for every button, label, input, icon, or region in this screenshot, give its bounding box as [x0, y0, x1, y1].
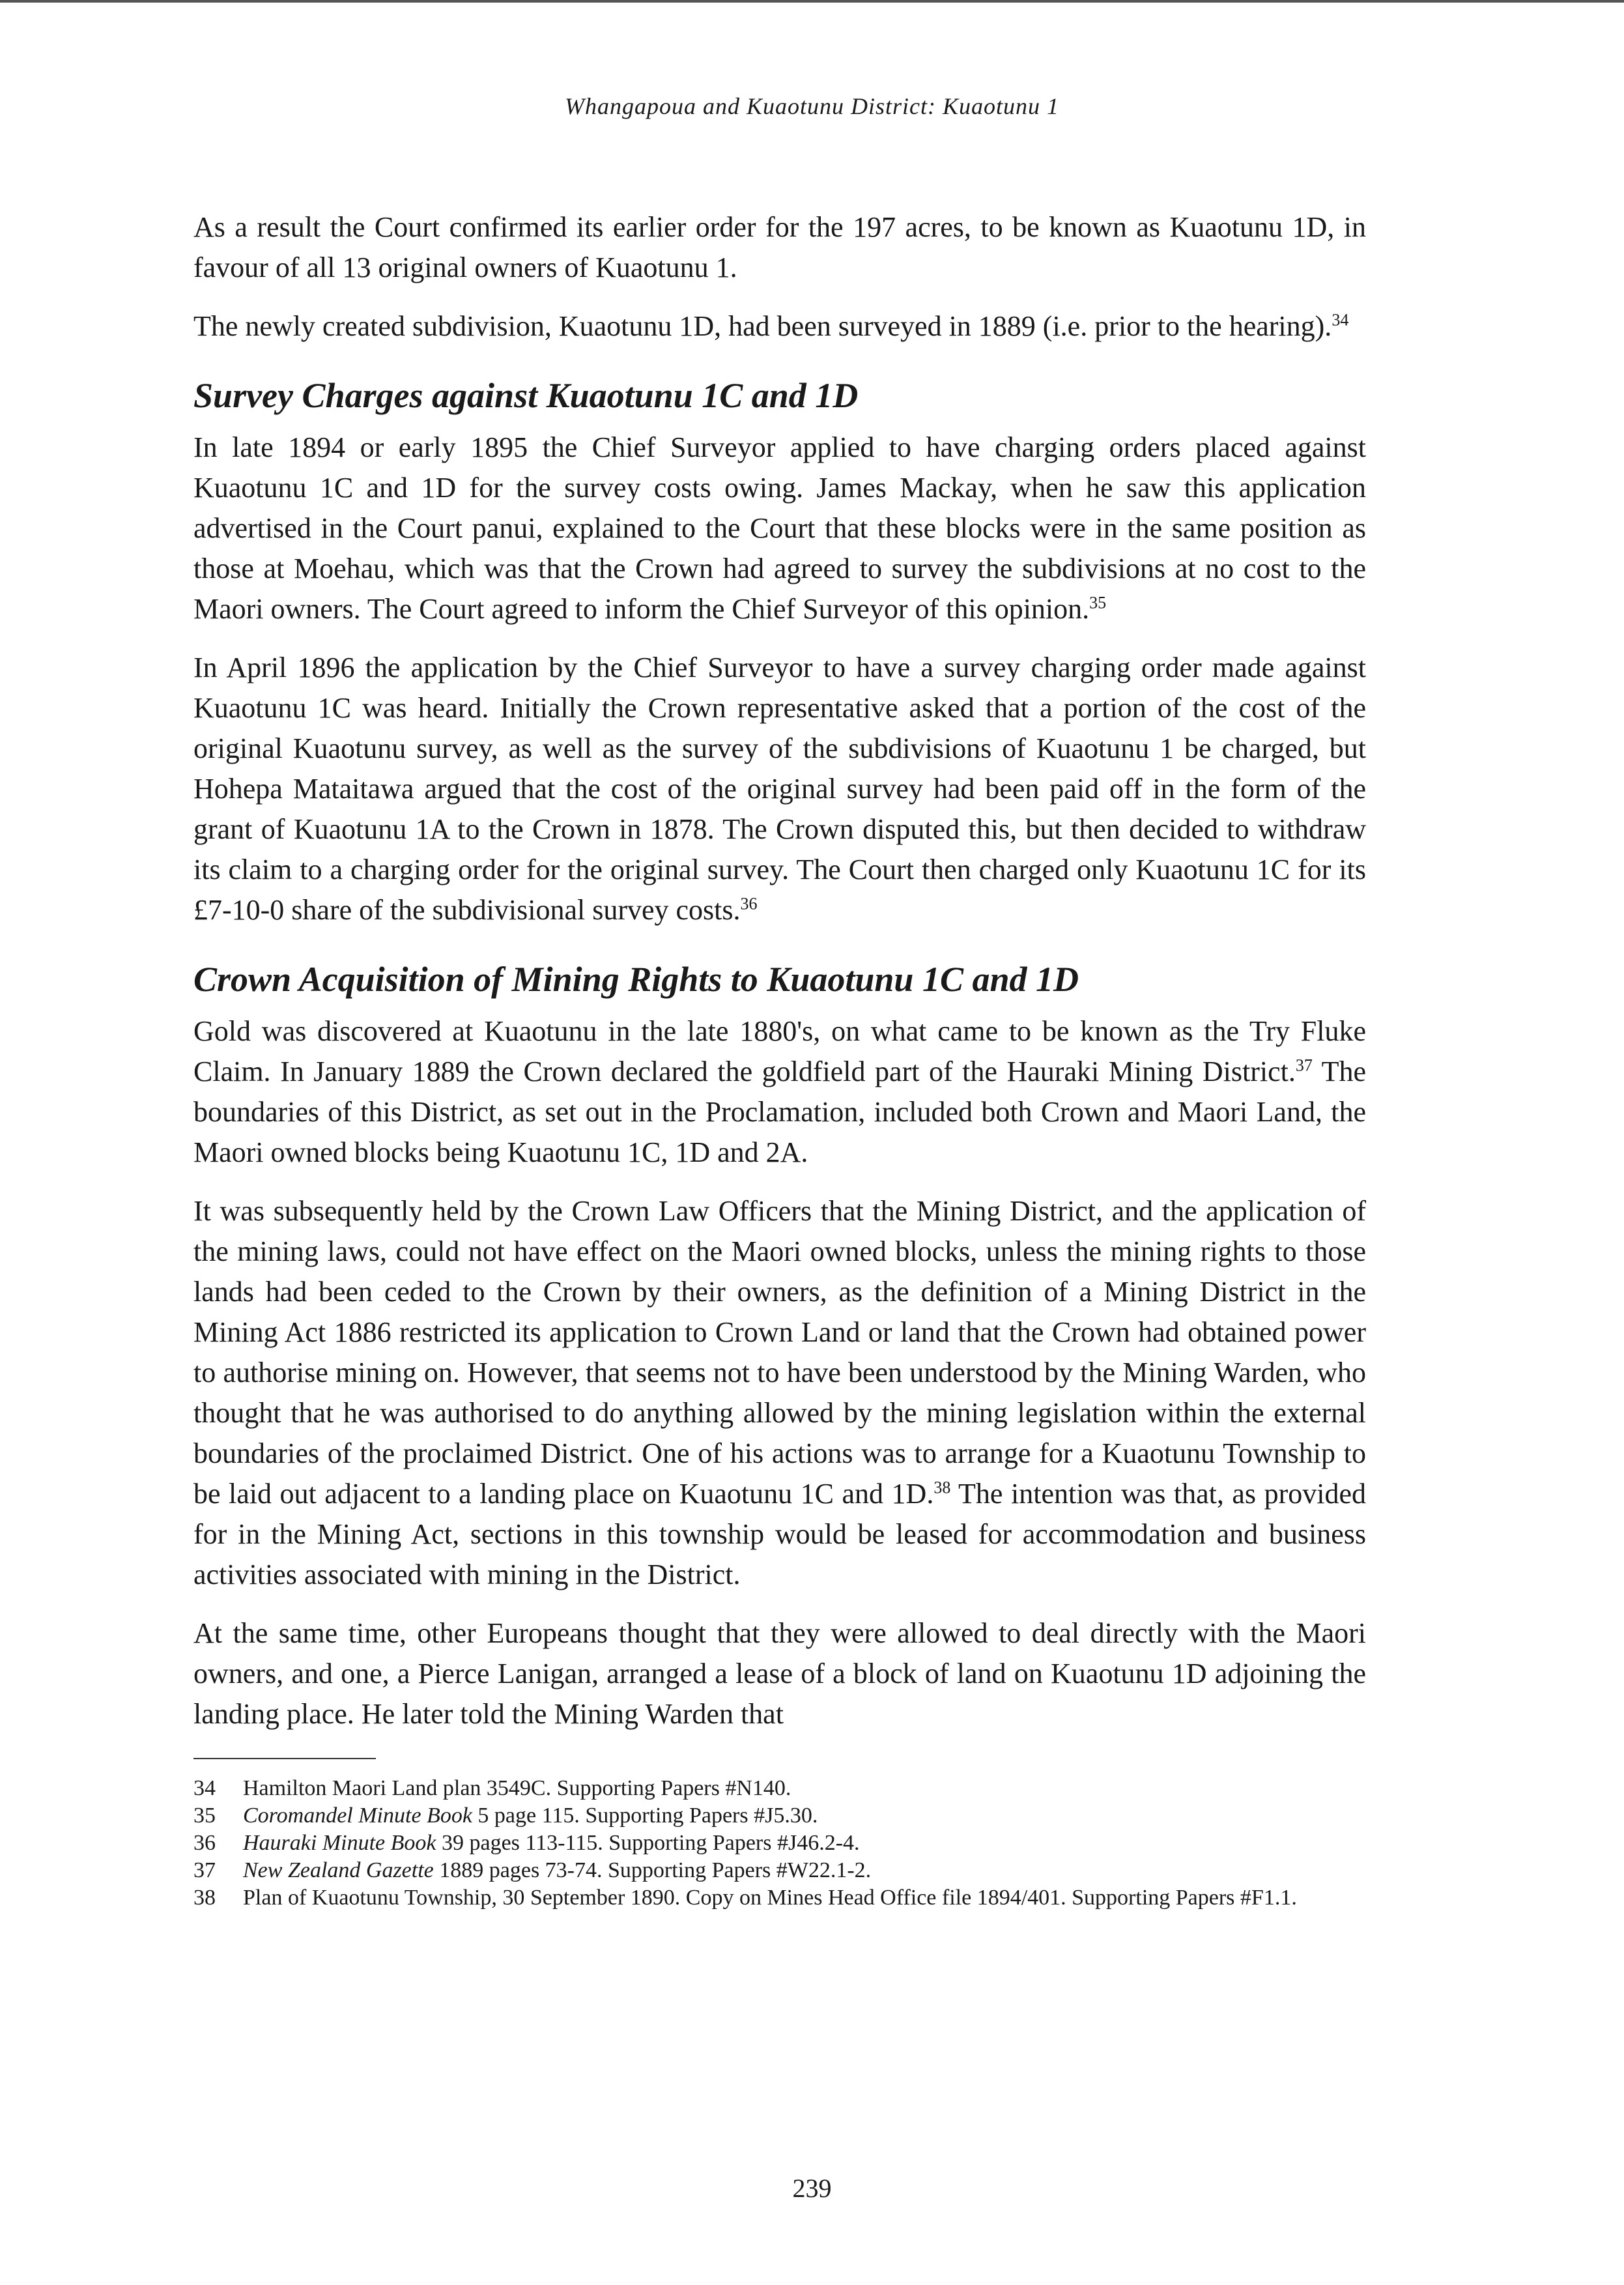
footnote-ref[interactable]: 37: [1295, 1056, 1313, 1075]
footnote-title: New Zealand Gazette: [243, 1858, 434, 1882]
footnote-text: [243, 1775, 1366, 1802]
footnote: [193, 1830, 1366, 1857]
page-top-edge: [0, 0, 1624, 3]
footnote-ref[interactable]: 36: [740, 894, 758, 913]
paragraph: [193, 306, 1366, 347]
paragraph-text: The intention was that, as provided for in the Mining Act, sections in this township would be leased for accommodation and business activities associated with mining in the District.: [193, 1478, 1366, 1590]
paragraph: [193, 1613, 1366, 1734]
footnote-ref[interactable]: 38: [933, 1478, 951, 1497]
footnote-text: [243, 1884, 1366, 1912]
page-number: 239: [792, 2174, 832, 2203]
footnote: [193, 1775, 1366, 1802]
page-content: [193, 207, 1366, 1912]
paragraph-text: At the same time, other Europeans thought that they were allowed to deal directly with the Maori owners, and one, a Pierce Lanigan, arranged a lease of a block of land on Kuaotunu 1D adjoining the landing place. He later told the Mining Warden that: [193, 1617, 1366, 1730]
footnote-divider: [193, 1758, 376, 1759]
paragraph-text: It was subsequently held by the Crown Law Officers that the Mining District, and the application of the mining laws, could not have effect on the Maori owned blocks, unless the mining rights to those lands had been ceded to the Crown by their owners, as the definition of a Mining District in the Mining Act 1886 restricted its application to Crown Land or land that the Crown had obtained power to authorise mining on. However, that seems not to have been understood by the Mining Warden, who thought that he was authorised to do anything allowed by the mining legislation within the external boundaries of the proclaimed District. One of his actions was to arrange for a Kuaotunu Township to be laid out adjacent to a landing place on Kuaotunu 1C and 1D.: [193, 1195, 1366, 1510]
footnote-number: 35: [193, 1804, 216, 1828]
section-heading: Crown Acquisition of Mining Rights to Kuaotunu 1C and 1D: [193, 960, 1079, 999]
footnote-text: [243, 1830, 1366, 1857]
paragraph-text: In late 1894 or early 1895 the Chief Surveyor applied to have charging orders placed against Kuaotunu 1C and 1D for the survey costs owing. James Mackay, when he saw this application advertised in the Court panui, explained to the Court that these blocks were in the same position as those at Moehau, which was that the Crown had agreed to survey the subdivisions at no cost to the Maori owners. The Court agreed to inform the Chief Surveyor of this opinion.: [193, 431, 1366, 625]
footnote-text: [243, 1857, 1366, 1884]
footnote: [193, 1857, 1366, 1884]
footnote: [193, 1884, 1366, 1912]
footnote: [193, 1802, 1366, 1830]
footnote-body: 39 pages 113-115. Supporting Papers #J46.2-4.: [436, 1831, 860, 1855]
footnote-body: Plan of Kuaotunu Township, 30 September 1890. Copy on Mines Head Office file 1894/401. Supporting Papers #F1.1.: [243, 1886, 1297, 1910]
footnote-number: 34: [193, 1776, 216, 1800]
paragraph: [193, 648, 1366, 930]
paragraph-text: The boundaries of this District, as set out in the Proclamation, included both Crown and Maori Land, the Maori owned blocks being Kuaotunu 1C, 1D and 2A.: [193, 1056, 1366, 1168]
paragraph-text: Gold was discovered at Kuaotunu in the late 1880's, on what came to be known as the Try Fluke Claim. In January 1889 the Crown declared the goldfield part of the Hauraki Mining District.: [193, 1015, 1366, 1087]
footnote-body: 5 page 115. Supporting Papers #J5.30.: [472, 1804, 818, 1828]
paragraph: [193, 207, 1366, 288]
footnote-title: Hauraki Minute Book: [243, 1831, 436, 1855]
footnote-ref[interactable]: 35: [1089, 593, 1107, 612]
footnote-text: [243, 1802, 1366, 1830]
paragraph-text: As a result the Court confirmed its earlier order for the 197 acres, to be known as Kuaotunu 1D, in favour of all 13 original owners of Kuaotunu 1.: [193, 211, 1366, 283]
footnote-title: Coromandel Minute Book: [243, 1804, 472, 1828]
footnote-number: 38: [193, 1886, 216, 1910]
paragraph: [193, 427, 1366, 629]
footnote-ref[interactable]: 34: [1332, 310, 1349, 330]
paragraph-text: In April 1896 the application by the Chief Surveyor to have a survey charging order made against Kuaotunu 1C was heard. Initially the Crown representative asked that a portion of the cost of the original Kuaotunu survey, as well as the survey of the subdivisions of Kuaotunu 1 be charged, but Hohepa Mataitawa argued that the cost of the original survey had been paid off in the form of the grant of Kuaotunu 1A to the Crown in 1878. The Crown disputed this, but then decided to withdraw its claim to a charging order for the original survey. The Court then charged only Kuaotunu 1C for its £7-10-0 share of the subdivisional survey costs.: [193, 652, 1366, 926]
footnote-number: 37: [193, 1858, 216, 1882]
footnote-number: 36: [193, 1831, 216, 1855]
paragraph: [193, 1191, 1366, 1595]
running-head: Whangapoua and Kuaotunu District: Kuaotunu 1: [564, 93, 1059, 119]
section-heading: Survey Charges against Kuaotunu 1C and 1D: [193, 376, 859, 415]
footnote-body: Hamilton Maori Land plan 3549C. Supporting Papers #N140.: [243, 1776, 791, 1800]
paragraph: [193, 1011, 1366, 1173]
footnotes: [193, 1775, 1366, 1912]
footnote-body: 1889 pages 73-74. Supporting Papers #W22.1-2.: [433, 1858, 872, 1882]
paragraph-text: The newly created subdivision, Kuaotunu 1D, had been surveyed in 1889 (i.e. prior to the hearing).: [193, 310, 1332, 342]
